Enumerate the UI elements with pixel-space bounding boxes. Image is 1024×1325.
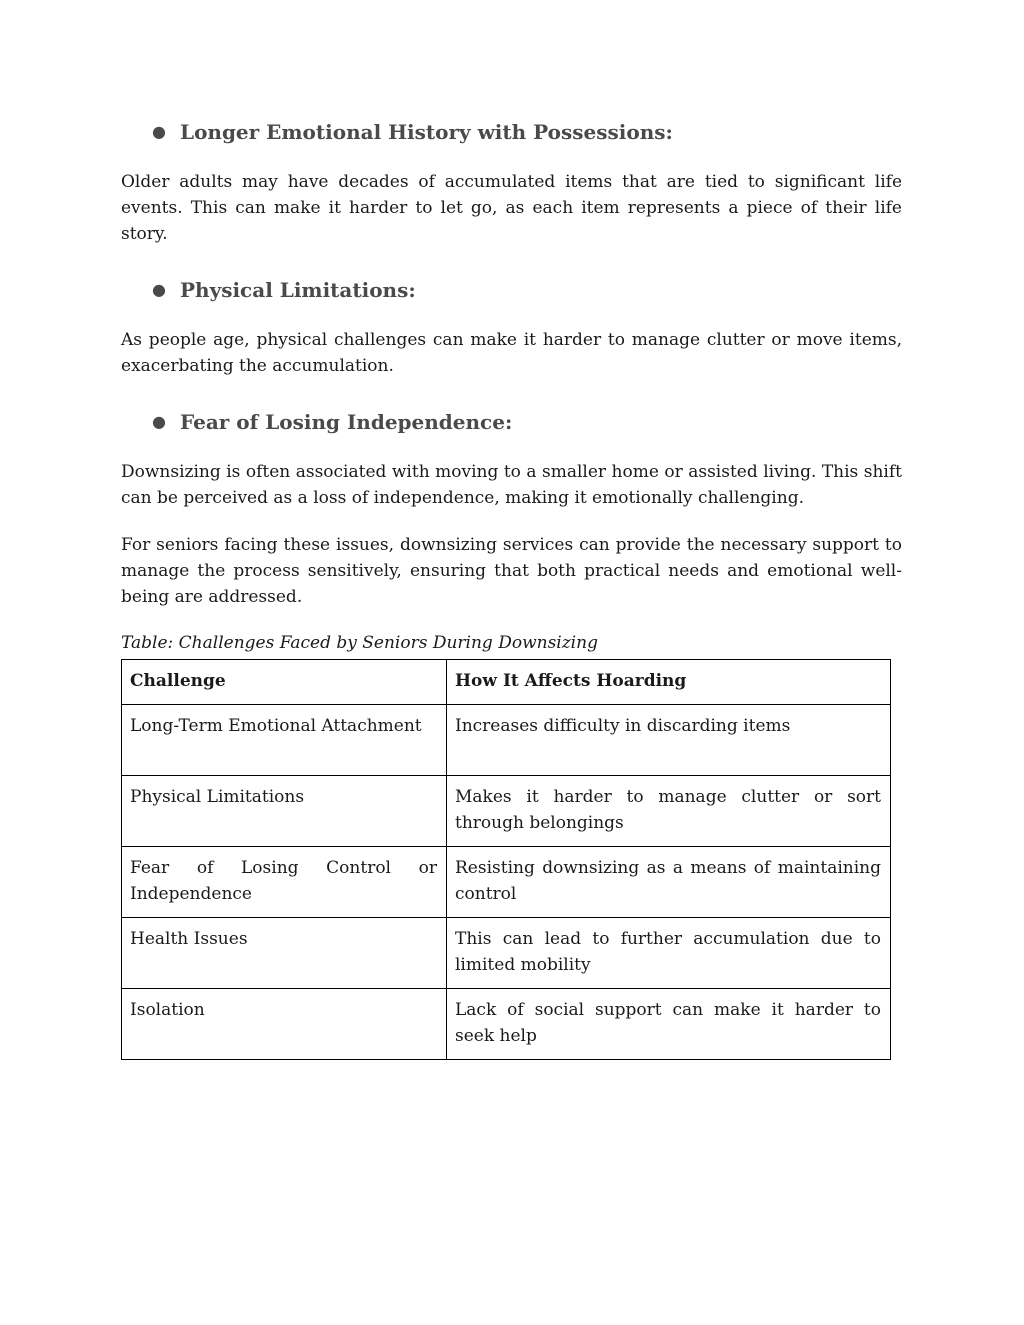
challenges-table bbox=[121, 659, 891, 1060]
table-header-challenge: Challenge bbox=[122, 660, 447, 705]
closing-paragraph: For seniors facing these issues, downsizing services can provide the necessary support to manage the process sensitively, ensuring that both practical needs and emotional well-being are addressed. bbox=[121, 535, 902, 607]
section-heading-text: Longer Emotional History with Possessions: bbox=[180, 120, 673, 144]
table-cell-effect: Makes it harder to manage clutter or sort through belongings bbox=[447, 776, 891, 847]
section-heading-emotional-history bbox=[121, 118, 902, 146]
section-body-fear-of-losing-independence: Downsizing is often associated with moving to a smaller home or assisted living. This shift can be perceived as a loss of independence, making it emotionally challenging. bbox=[121, 462, 902, 508]
table-row bbox=[122, 705, 891, 776]
table-row bbox=[122, 847, 891, 918]
section-body-physical-limitations: As people age, physical challenges can make it harder to manage clutter or move items, exacerbating the accumulation. bbox=[121, 330, 902, 376]
table-cell-challenge: Fear of Losing Control or Independence bbox=[122, 847, 447, 918]
section-heading-text: Physical Limitations: bbox=[180, 278, 416, 302]
table-caption: Table: Challenges Faced by Seniors During Downsizing bbox=[121, 633, 598, 653]
table-row bbox=[122, 918, 891, 989]
section-heading-physical-limitations bbox=[121, 276, 902, 304]
table-header-effect: How It Affects Hoarding bbox=[447, 660, 891, 705]
table-cell-effect: This can lead to further accumulation due to limited mobility bbox=[447, 918, 891, 989]
section-heading-text: Fear of Losing Independence: bbox=[180, 410, 513, 434]
table-cell-effect: Resisting downsizing as a means of maintaining control bbox=[447, 847, 891, 918]
section-heading-fear-of-losing-independence bbox=[121, 408, 902, 436]
table-row bbox=[122, 776, 891, 847]
bullet-icon: ● bbox=[152, 412, 166, 431]
table-cell-challenge: Long-Term Emotional Attachment bbox=[122, 705, 447, 776]
table-header-row bbox=[122, 660, 891, 705]
document-page bbox=[121, 0, 902, 1060]
table-row bbox=[122, 989, 891, 1060]
bullet-icon: ● bbox=[152, 280, 166, 299]
table-cell-challenge: Isolation bbox=[122, 989, 447, 1060]
section-body-emotional-history: Older adults may have decades of accumulated items that are tied to significant life events. This can make it harder to let go, as each item represents a piece of their life story. bbox=[121, 172, 902, 244]
table-cell-effect: Lack of social support can make it harder to seek help bbox=[447, 989, 891, 1060]
table-cell-effect: Increases difficulty in discarding items bbox=[447, 705, 891, 776]
table-cell-challenge: Health Issues bbox=[122, 918, 447, 989]
bullet-icon: ● bbox=[152, 122, 166, 141]
table-cell-challenge: Physical Limitations bbox=[122, 776, 447, 847]
